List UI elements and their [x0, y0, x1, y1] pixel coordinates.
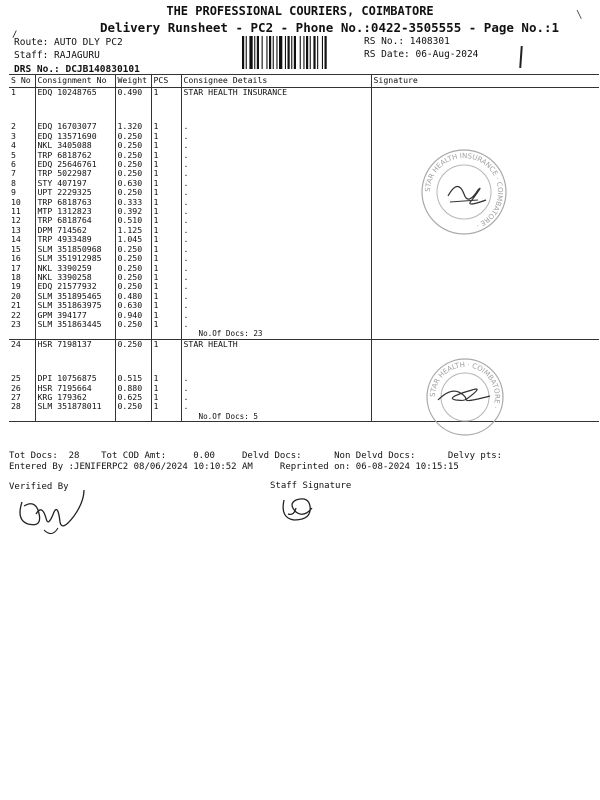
consignment-cell: TRP 6818764 — [35, 216, 115, 225]
pcs-cell: 1 — [151, 169, 181, 178]
signature-cell — [371, 122, 599, 131]
rs-number: RS No.: 1408301 — [364, 36, 450, 47]
pcs-cell: 1 — [151, 188, 181, 197]
table-row — [9, 402, 599, 411]
consignment-cell: EDQ 13571690 — [35, 132, 115, 141]
consignment-cell: EDQ 16703077 — [35, 122, 115, 131]
consignee-cell: STAR HEALTH INSURANCE — [181, 88, 371, 98]
stamp-text: STAR HEALTH · COIMBATORE · — [428, 360, 502, 410]
weight-cell: 0.250 — [115, 273, 151, 282]
barcode-bar — [269, 36, 271, 69]
weight-cell: 0.250 — [115, 132, 151, 141]
col-consignee: Consignee Details — [181, 75, 371, 88]
signature-cell — [371, 273, 599, 282]
barcode-bar — [291, 36, 292, 69]
consignee-cell: . — [181, 188, 371, 197]
consignee-cell: . — [181, 160, 371, 169]
weight-cell: 0.630 — [115, 301, 151, 310]
sno-cell: 17 — [11, 262, 21, 273]
pcs-cell: 1 — [151, 141, 181, 150]
gap-cell — [115, 349, 151, 374]
pcs-cell: 1 — [151, 374, 181, 383]
gap-cell — [9, 349, 35, 374]
barcode-bar — [246, 36, 247, 69]
sno-cell: 18 — [11, 271, 21, 282]
company-stamp — [420, 146, 508, 238]
docs-count-row — [9, 329, 599, 339]
consignee-cell: . — [181, 245, 371, 254]
barcode-bar — [279, 36, 282, 69]
weight-cell: 0.880 — [115, 384, 151, 393]
docs-count-label: No.Of Docs: 5 — [198, 411, 258, 421]
pcs-cell: 1 — [151, 151, 181, 160]
barcode-bar — [273, 36, 274, 69]
docs-empty-cell — [151, 412, 181, 422]
signature-cell — [371, 132, 599, 141]
consignee-cell: . — [181, 198, 371, 207]
weight-cell: 0.250 — [115, 151, 151, 160]
weight-cell: 0.250 — [115, 188, 151, 197]
col-weight: Weight — [115, 75, 151, 88]
signature-cell — [371, 292, 599, 301]
pen-stroke — [519, 46, 523, 68]
weight-cell: 0.630 — [115, 179, 151, 188]
gap-cell — [181, 97, 371, 122]
svg-text:STAR HEALTH INSURANCE · COIMBA — [424, 152, 504, 230]
company-stamp — [424, 356, 506, 438]
table-body — [9, 88, 599, 422]
table-row — [9, 88, 599, 98]
weight-cell: 0.250 — [115, 141, 151, 150]
sno-cell: 28 — [11, 401, 21, 412]
sno-cell: 7 — [11, 168, 16, 179]
consignee-cell: . — [181, 320, 371, 329]
consignee-cell: . — [181, 235, 371, 244]
consignee-cell: . — [181, 226, 371, 235]
pcs-cell: 1 — [151, 282, 181, 291]
consignment-cell: EDQ 10248765 — [35, 88, 115, 98]
weight-cell: 0.333 — [115, 198, 151, 207]
table-row — [9, 226, 599, 235]
consignee-cell: . — [181, 207, 371, 216]
consignment-cell: SLM 351912985 — [35, 254, 115, 263]
sno-cell: 6 — [11, 159, 16, 170]
barcode-bar — [325, 36, 327, 69]
col-sno: S No — [9, 75, 35, 88]
consignee-cell: . — [181, 374, 371, 383]
consignment-cell: SLM 351895465 — [35, 292, 115, 301]
staff-label: Staff: RAJAGURU — [14, 50, 100, 61]
company-title: THE PROFESSIONAL COURIERS, COIMBATORE — [166, 4, 434, 18]
docs-empty-cell — [9, 329, 35, 339]
signature-cell — [371, 339, 599, 349]
sno-cell: 26 — [11, 382, 21, 393]
corner-mark: \ — [576, 8, 583, 21]
docs-empty-cell — [35, 329, 115, 339]
docs-empty-cell — [371, 329, 599, 339]
consignee-cell: . — [181, 169, 371, 178]
gap-cell — [35, 349, 115, 374]
weight-cell: 0.250 — [115, 169, 151, 178]
sno-cell: 20 — [11, 290, 21, 301]
consignee-cell: . — [181, 216, 371, 225]
signature-underline — [450, 200, 478, 202]
consignee-cell: . — [181, 151, 371, 160]
table-row — [9, 179, 599, 188]
pcs-cell: 1 — [151, 198, 181, 207]
consignment-cell: SLM 351850968 — [35, 245, 115, 254]
rs-date: RS Date: 06-Aug-2024 — [364, 49, 479, 60]
gap-cell — [35, 97, 115, 122]
signature-cell — [371, 320, 599, 329]
table-row — [9, 188, 599, 197]
weight-cell: 0.250 — [115, 245, 151, 254]
consignment-cell: SLM 351878011 — [35, 402, 115, 411]
table-row — [9, 384, 599, 393]
consignee-cell: . — [181, 292, 371, 301]
barcode-bar — [303, 36, 304, 69]
sno-cell: 12 — [11, 215, 21, 226]
sno-cell: 16 — [11, 253, 21, 264]
weight-cell: 0.250 — [115, 264, 151, 273]
pcs-cell: 1 — [151, 384, 181, 393]
weight-cell: 0.940 — [115, 311, 151, 320]
consignment-cell: TRP 4933489 — [35, 235, 115, 244]
barcode-bar — [306, 36, 308, 69]
sno-cell: 15 — [11, 243, 21, 254]
signature-cell — [371, 88, 599, 98]
sno-cell: 1 — [9, 88, 35, 98]
sno-cell: 19 — [11, 281, 21, 292]
sno-cell: 27 — [11, 391, 21, 402]
consignment-cell: SLM 351863445 — [35, 320, 115, 329]
barcode-bar — [294, 36, 296, 69]
totals-line: Tot Docs: 28 Tot COD Amt: 0.00 Delvd Docs: Non Delvd Docs: Delvy pts: — [9, 451, 503, 461]
consignment-cell: GPM 394177 — [35, 311, 115, 320]
table-row — [9, 169, 599, 178]
table-row — [9, 160, 599, 169]
gap-cell — [115, 97, 151, 122]
consignment-cell: STY 407197 — [35, 179, 115, 188]
sno-cell: 24 — [9, 339, 35, 349]
consignment-cell: NKL 3405088 — [35, 141, 115, 150]
gap-cell — [151, 97, 181, 122]
docs-empty-cell — [115, 329, 151, 339]
weight-cell: 1.045 — [115, 235, 151, 244]
sno-cell: 10 — [11, 196, 21, 207]
consignment-cell: SLM 351863975 — [35, 301, 115, 310]
table-row — [9, 339, 599, 349]
weight-cell: 0.250 — [115, 402, 151, 411]
docs-empty-cell — [9, 412, 35, 422]
consignment-cell: TRP 6818763 — [35, 198, 115, 207]
entered-by-line: Entered By :JENIFERPC2 08/06/2024 10:10:52 AM Reprinted on: 06-08-2024 10:15:15 — [9, 462, 459, 472]
sno-cell: 22 — [11, 309, 21, 320]
pcs-cell: 1 — [151, 179, 181, 188]
weight-cell: 1.125 — [115, 226, 151, 235]
pcs-cell: 1 — [151, 245, 181, 254]
docs-count-label: No.Of Docs: 23 — [198, 329, 263, 339]
col-consignment: Consignment No — [35, 75, 115, 88]
pcs-cell: 1 — [151, 160, 181, 169]
consignee-cell: . — [181, 254, 371, 263]
runsheet-title: Delivery Runsheet - PC2 - Phone No.:0422-3505555 - Page No.:1 — [100, 20, 560, 35]
signature-cell — [371, 282, 599, 291]
barcode-bar — [317, 36, 318, 69]
barcode-bar — [257, 36, 259, 69]
table-row — [9, 151, 599, 160]
staff-signature-label: Staff Signature — [270, 481, 352, 491]
verified-by-label: Verified By — [9, 482, 69, 492]
table-row — [9, 141, 599, 150]
gap-cell — [371, 97, 599, 122]
sno-cell: 3 — [11, 130, 16, 141]
signature-cell — [371, 264, 599, 273]
table-row — [9, 207, 599, 216]
consignment-cell: DPI 10756875 — [35, 374, 115, 383]
pcs-cell: 1 — [151, 320, 181, 329]
barcode-bar — [262, 36, 263, 69]
consignment-cell: DPM 714562 — [35, 226, 115, 235]
pcs-cell: 1 — [151, 402, 181, 411]
barcode-bar — [266, 36, 267, 69]
consignment-cell: TRP 6818762 — [35, 151, 115, 160]
consignee-cell: . — [181, 273, 371, 282]
consignment-cell: NKL 3390259 — [35, 264, 115, 273]
consignee-cell: . — [181, 402, 371, 411]
consignee-cell: . — [181, 179, 371, 188]
consignee-cell: . — [181, 122, 371, 131]
consignee-cell: . — [181, 384, 371, 393]
pcs-cell: 1 — [151, 226, 181, 235]
barcode-bar — [313, 36, 315, 69]
runsheet-table — [9, 74, 599, 422]
table-row — [9, 273, 599, 282]
consignee-cell: . — [181, 132, 371, 141]
pcs-cell: 1 — [151, 393, 181, 402]
sno-cell: 5 — [11, 149, 16, 160]
col-pcs: PCS — [151, 75, 181, 88]
barcode-bar — [242, 36, 244, 69]
sno-cell: 11 — [11, 206, 21, 217]
sno-cell: 21 — [11, 300, 21, 311]
weight-cell: 1.320 — [115, 122, 151, 131]
docs-count-cell — [181, 329, 371, 339]
verifier-signature — [14, 490, 94, 550]
row-gap — [9, 349, 599, 374]
weight-cell: 0.392 — [115, 207, 151, 216]
sno-cell: 4 — [11, 140, 16, 151]
signature-cell — [371, 254, 599, 263]
barcode — [242, 36, 352, 69]
consignee-cell: STAR HEALTH — [181, 339, 371, 349]
consignee-cell: . — [181, 301, 371, 310]
barcode-bar — [300, 36, 301, 69]
pcs-cell: 1 — [151, 207, 181, 216]
barcode-bar — [285, 36, 286, 69]
weight-cell: 0.250 — [115, 339, 151, 349]
pcs-cell: 1 — [151, 339, 181, 349]
signature-cell — [371, 301, 599, 310]
docs-empty-cell — [35, 412, 115, 422]
pcs-cell: 1 — [151, 273, 181, 282]
gap-cell — [151, 349, 181, 374]
table-row — [9, 374, 599, 383]
sno-cell: 9 — [11, 187, 16, 198]
consignee-cell: . — [181, 311, 371, 320]
consignee-cell: . — [181, 264, 371, 273]
consignee-cell: . — [181, 141, 371, 150]
pcs-cell: 1 — [151, 264, 181, 273]
weight-cell: 0.515 — [115, 374, 151, 383]
route-label: Route: AUTO DLY PC2 — [14, 37, 123, 48]
row-gap — [9, 97, 599, 122]
barcode-bar — [254, 36, 255, 69]
docs-count-cell — [181, 412, 371, 422]
staff-signature — [278, 492, 318, 528]
table-row — [9, 320, 599, 329]
consignee-cell: . — [181, 282, 371, 291]
consignment-cell: MTP 1312823 — [35, 207, 115, 216]
pcs-cell: 1 — [151, 311, 181, 320]
docs-empty-cell — [115, 412, 151, 422]
consignment-cell: EDQ 25646761 — [35, 160, 115, 169]
sno-cell: 25 — [11, 373, 21, 384]
drs-number: DRS No.: DCJB140830101 — [14, 64, 140, 75]
col-signature: Signature — [371, 75, 599, 88]
stamp-text: STAR HEALTH INSURANCE · COIMBATORE · — [423, 151, 505, 230]
docs-count-row — [9, 412, 599, 422]
signature-cell — [371, 311, 599, 320]
signature-cell — [371, 245, 599, 254]
barcode-bar — [288, 36, 290, 69]
consignment-cell: KRG 179362 — [35, 393, 115, 402]
weight-cell: 0.250 — [115, 320, 151, 329]
weight-cell: 0.625 — [115, 393, 151, 402]
weight-cell: 0.480 — [115, 292, 151, 301]
consignment-cell: UPT 2229325 — [35, 188, 115, 197]
weight-cell: 0.510 — [115, 216, 151, 225]
barcode-bar — [276, 36, 277, 69]
table-row — [9, 254, 599, 263]
table-row — [9, 198, 599, 207]
weight-cell: 0.250 — [115, 254, 151, 263]
table-row — [9, 301, 599, 310]
weight-cell: 0.250 — [115, 282, 151, 291]
barcode-bar — [249, 36, 252, 69]
sno-cell: 8 — [11, 177, 16, 188]
sno-cell: 13 — [11, 224, 21, 235]
table-row — [9, 264, 599, 273]
signature-scribble — [438, 389, 490, 401]
barcode-bar — [322, 36, 323, 69]
docs-empty-cell — [151, 329, 181, 339]
barcode-bar — [310, 36, 311, 69]
pcs-cell: 1 — [151, 254, 181, 263]
consignment-cell: HSR 7195664 — [35, 384, 115, 393]
pcs-cell: 1 — [151, 122, 181, 131]
pen-mark: / — [12, 30, 18, 40]
weight-cell: 0.250 — [115, 160, 151, 169]
pcs-cell: 1 — [151, 301, 181, 310]
gap-cell — [9, 97, 35, 122]
consignee-cell: . — [181, 393, 371, 402]
pcs-cell: 1 — [151, 235, 181, 244]
consignment-cell: HSR 7198137 — [35, 339, 115, 349]
table-row — [9, 216, 599, 225]
table-row — [9, 122, 599, 131]
pcs-cell: 1 — [151, 132, 181, 141]
table-header-row — [9, 75, 599, 88]
weight-cell: 0.490 — [115, 88, 151, 98]
pcs-cell: 1 — [151, 292, 181, 301]
gap-cell — [181, 349, 371, 374]
pcs-cell: 1 — [151, 216, 181, 225]
pcs-cell: 1 — [151, 88, 181, 98]
sno-cell: 14 — [11, 234, 21, 245]
consignment-cell: EDQ 21577932 — [35, 282, 115, 291]
consignment-cell: TRP 5022987 — [35, 169, 115, 178]
sno-cell: 23 — [11, 318, 21, 329]
table-row — [9, 132, 599, 141]
consignment-cell: NKL 3390258 — [35, 273, 115, 282]
sno-cell: 2 — [11, 121, 16, 132]
